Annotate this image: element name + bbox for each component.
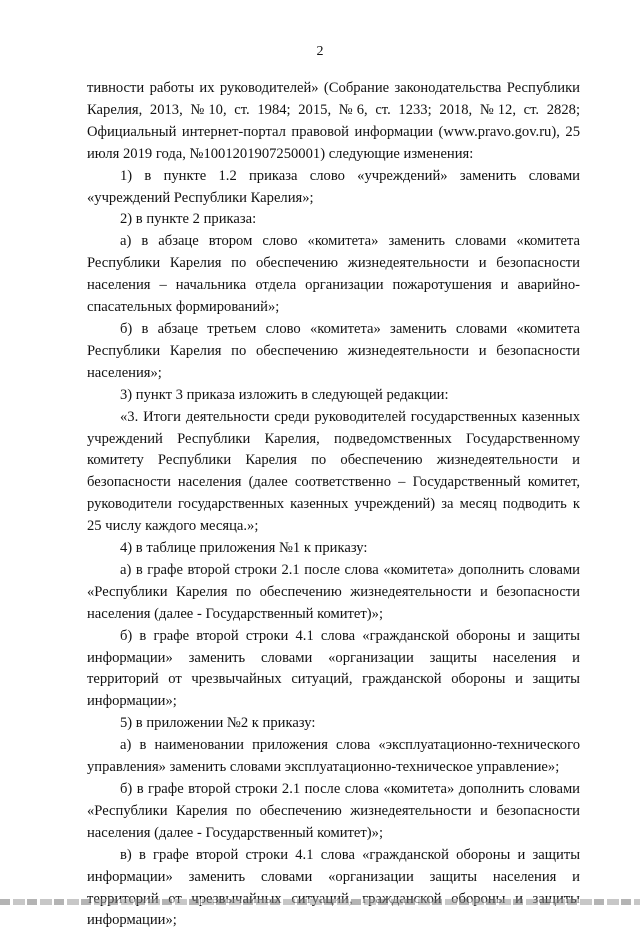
scan-bottom-edge	[0, 899, 640, 905]
paragraph-item-1: 1) в пункте 1.2 приказа слово «учреждений» заменить словами «учреждений Республики Карелия»;	[87, 167, 580, 206]
paragraph-continuation: тивности работы их руководителей» (Собрание законодательства Республики Карелия, 2013, №10, ст. 1984; 2015, №6, ст. 1233; 2018, №12, ст. 2828; Официальный интернет-портал правовой информации (www.pravo.gov.ru), 25 июля 2019 года, №1001201907250001) следующие изменения:	[87, 80, 580, 162]
paragraph-item-4a: а) в графе второй строки 2.1 после слова «комитета» дополнить словами «Республики Карелия по обеспечению жизнедеятельности и безопасности населения (далее - Государственный комитет)»;	[87, 561, 580, 622]
paragraph-item-5a: а) в наименовании приложения слова «эксплуатационно-технического управления» заменить словами эксплуатационно-техническое управление»;	[87, 737, 580, 776]
paragraph-item-5b: б) в графе второй строки 2.1 после слова «комитета» дополнить словами «Республики Карелия по обеспечению жизнедеятельности и безопасности населения (далее - Государственный комитет)»;	[87, 781, 580, 841]
paragraph-item-5: 5) в приложении №2 к приказу:	[120, 715, 316, 732]
paragraph-item-3-quote: «3. Итоги деятельности среди руководителей государственных казенных учреждений Республики Карелия, подведомственных Государственному комитету Республики Карелия по обеспечению жизнедеятельности и безопасности населения (далее соответственно – Государственный комитет, руководители государственных казенных учреждений) за месяц подводить к 25 числу каждого месяца.»;	[87, 408, 580, 535]
paragraph-item-4b: б) в графе второй строки 4.1 слова «гражданской обороны и защиты информации» заменить словами «организации защиты населения и территорий от чрезвычайных ситуаций, гражданской обороны и защиты информации»;	[87, 627, 580, 710]
paragraph-item-2a: а) в абзаце втором слово «комитета» заменить словами «комитета Республики Карелия по обеспечению жизнедеятельности и безопасности населения – начальника отдела организации пожаротушения и аварийно-спасательных формирований»;	[87, 233, 580, 316]
page-number: 2	[316, 44, 324, 59]
paragraph-item-3: 3) пункт 3 приказа изложить в следующей редакции:	[120, 386, 449, 403]
document-body	[87, 78, 580, 932]
paragraph-item-5c: в) в графе второй строки 4.1 слова «гражданской обороны и защиты информации» заменить словами «организации защиты населения и информации»;	[87, 846, 580, 929]
paragraph-item-2b: б) в абзаце третьем слово «комитета» заменить словами «комитета Республики Карелия по обеспечению жизнедеятельности и безопасности населения»;	[87, 320, 580, 381]
paragraph-item-2: 2) в пункте 2 приказа:	[120, 211, 257, 228]
paragraph-item-4: 4) в таблице приложения №1 к приказу:	[120, 540, 368, 557]
